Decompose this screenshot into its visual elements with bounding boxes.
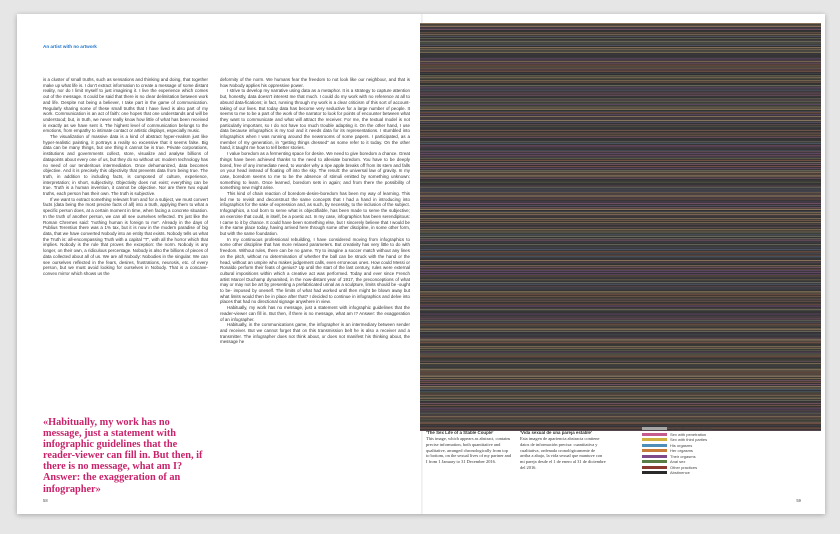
stripe-band <box>420 209 821 210</box>
stripe-band <box>420 126 821 127</box>
stripe-band <box>420 267 821 268</box>
stripe-band <box>420 130 821 131</box>
stripe-band <box>420 288 821 289</box>
stripe-band <box>420 302 821 303</box>
stripe-band <box>420 340 821 341</box>
stripe-band <box>420 100 821 101</box>
stripe-band <box>420 265 821 266</box>
stripe-band <box>420 284 821 285</box>
stripe-band <box>420 135 821 136</box>
stripe-band <box>420 214 821 215</box>
stripe-band <box>420 422 821 423</box>
stripe-band <box>420 410 821 411</box>
stripe-band <box>420 186 821 187</box>
stripe-band <box>420 355 821 356</box>
legend-swatch <box>642 433 667 436</box>
page-number-right: 59 <box>796 498 801 503</box>
stripe-band <box>420 198 821 199</box>
stripe-band <box>420 256 821 257</box>
stripe-band <box>420 101 821 102</box>
stripe-band <box>420 95 821 96</box>
stripe-band <box>420 54 821 55</box>
stripe-band <box>420 104 821 105</box>
stripe-band <box>420 309 821 310</box>
stripe-band <box>420 316 821 317</box>
stripe-band <box>420 127 821 128</box>
stripe-band <box>420 128 821 129</box>
stripe-band <box>420 187 821 188</box>
stripe-band <box>420 140 821 141</box>
stripe-band <box>420 92 821 93</box>
pull-quote: «Habitually, my work has no message, just a statement with infographic guidelines that the reader-viewer can fill in. But then, if there is no message, what am I? Answer: the exaggeration of an infographer» <box>43 417 203 495</box>
stripe-band <box>420 207 821 208</box>
stripe-band <box>420 222 821 223</box>
stripe-band <box>420 183 821 184</box>
legend-swatch <box>642 455 667 458</box>
stripe-band <box>420 315 821 316</box>
stripe-band <box>420 405 821 406</box>
stripe-band <box>420 339 821 340</box>
paragraph: I strive to develop my narrative using data as a metaphor. It is a strategy to capture attention but, honestly, data doesn't interest me that much. I could do my work with no reference at all to absurd data-fications; in fact, running through my work is a clear criticism of this sort of account-taking of our lives. But today data has become very seductive for a large number of people. It seems to me to be a part of the work of the narrator to look for points of encounter between what they want to communicate and what will attract the receiver. For me, the textual model is not particularly important, so I do not have too much trouble adapting it. On the other hand, I use data because infographics is my tool and it needs data for its representations. I stumbled into infographics when I was running around the newsrooms of some papers. I participated, as a member of my generation, in "getting things dressed" as some refer to it today. On the other hand, it taught me how to tell better stories. <box>220 88 410 151</box>
stripe-band <box>420 421 821 422</box>
paragraph: Habitually, in the communications game, the infographer is an intermediary between sender and receiver. But we cannot forget that on this transmission belt he is also a receiver and a transmitter. The infographer does not think about, or does not manifest his thinking about, the message he <box>220 322 410 345</box>
caption-body: This image, which appears as abstract, contains precise information, both quantitative and qualitative, arranged chronologically from top to bottom, on the sexual lives of my partner and I from 1 January to 31 December 2016. <box>426 436 512 465</box>
stripe-band <box>420 392 821 393</box>
stripe-band <box>420 286 821 287</box>
stripe-band <box>420 87 821 88</box>
stripe-band <box>420 356 821 357</box>
stripe-band <box>420 141 821 142</box>
stripe-band <box>420 419 821 420</box>
stripe-band <box>420 137 821 138</box>
stripe-band <box>420 275 821 276</box>
section-header: An artist with no artwork <box>43 44 97 49</box>
stripe-band <box>420 403 821 404</box>
stripe-band <box>420 80 821 81</box>
stripe-band <box>420 305 821 306</box>
stripe-band <box>420 417 821 418</box>
stripe-band <box>420 236 821 237</box>
stripe-band <box>420 217 821 218</box>
stripe-band <box>420 423 821 424</box>
stripe-band <box>420 260 821 261</box>
stripe-band <box>420 329 821 330</box>
stripe-band <box>420 348 821 349</box>
stripe-band <box>420 294 821 295</box>
stripe-band <box>420 378 821 379</box>
magazine-spread <box>17 14 825 514</box>
body-column-left <box>43 77 208 277</box>
stripe-band <box>420 389 821 390</box>
stripe-band <box>420 299 821 300</box>
stripe-band <box>420 224 821 225</box>
paragraph: This kind of chain reaction of boredom-desire-boredom has been my way of learning. This led me to revisit and deconstruct the same concepts that I had a hand in introducing into infographics for the sake of expression and, as such, by necessity, to the inclusion of the subject. Infographics, a tool born to serve what is objectifiable, has been made to serve the subjective; an exercise that could, in itself, be a poetic act. In my case, infographics has been serendipitous: I came to it by chance. It could have been something else, but I sincerely believe that I would be in the same place today, having arrived here through some other discipline, in some other form, but with the same foundation. <box>220 191 410 236</box>
stripe-band <box>420 249 821 250</box>
stripe-band <box>420 120 821 121</box>
stripe-band <box>420 59 821 60</box>
stripe-band <box>420 84 821 85</box>
stripe-band <box>420 31 821 32</box>
paragraph: If we want to extract something relevant from and for a subject, we must convert facts (data being the most precise facts of all) into a truth, applying them to what a specific person does, at a certain moment in time, when facing a concrete situation. In the truth of another person, we can all see ourselves reflected. It's just like the Roman Chremes said: "nothing human is foreign to me". Already in the days of Publius Terentius there was a 1% tax, but it is now in the modern paradise of big data, that we have converted Nobody into an entity that exists. Nobody tells us what the Truth is: all-encompassing Truth with a capital "T", with all the horror which that implies. Nobody is the rule that proves the exception: the norm. Nobody is any longer, on their own, a ridiculous percentage. Nobody is also the billions of pieces of data collected about all of us. We are all Nobody: Nobodies in the singular. We can see ourselves reflected in the fears, desires, frustrations, neurosis, etc. of every person, but we must avoid looking for ourselves in Nobody. That is a concave-convex mirror which shows us the <box>43 196 208 276</box>
stripe-band <box>420 270 821 271</box>
stripe-band <box>420 174 821 175</box>
stripe-band <box>420 151 821 152</box>
stripe-band <box>420 199 821 200</box>
legend-swatch <box>642 466 667 469</box>
stripe-band <box>420 380 821 381</box>
stripe-band <box>420 55 821 56</box>
stripe-band <box>420 143 821 144</box>
stripe-band <box>420 211 821 212</box>
legend-swatch <box>642 444 667 447</box>
stripe-band <box>420 180 821 181</box>
stripe-band <box>420 313 821 314</box>
paragraph: deformity of the norm. We humans fear the freedom to not look like our neighbour, and that is how Nobody applies his oppressive power. <box>220 77 410 88</box>
stripe-band <box>420 304 821 305</box>
stripe-band <box>420 407 821 408</box>
stripe-band <box>420 112 821 113</box>
stripe-band <box>420 160 821 161</box>
paragraph: I value boredom as a fermenting space for desire. We need to give boredom a chance. Great things have been achieved thanks to the need to alleviate boredom. You have to be deeply bored, free of any immediate need, to wonder why a ripe apple breaks off from its stem and falls on your head instead of floating off into the sky. The result: the universal law of gravity. In my case, boredom seems to me to be the absence of stimuli emitted by something unknown: something to learn. Once learned, boredom sets in again; and from there the possibility of something new might arise. <box>220 151 410 191</box>
stripe-band <box>420 372 821 373</box>
stripe-band <box>420 200 821 201</box>
stripe-band <box>420 408 821 409</box>
stripe-band <box>420 26 821 27</box>
stripe-band <box>420 96 821 97</box>
stripe-band <box>420 172 821 173</box>
stripe-band <box>420 225 821 226</box>
legend-label: Anal sex <box>670 459 686 465</box>
stripe-band <box>420 289 821 290</box>
legend-label: His orgasms <box>670 442 693 448</box>
stripe-band <box>420 336 821 337</box>
stripe-band <box>420 170 821 171</box>
stripe-band <box>420 212 821 213</box>
stripe-band <box>420 164 821 165</box>
stripe-band <box>420 114 821 115</box>
paragraph: Habitually, my work has no message, just a statement with infographic guidelines that the reader-viewer can fill in. But then, if there is no message, what am I? Answer: the exaggeration of an infographer. <box>220 305 410 322</box>
stripe-band <box>420 98 821 99</box>
stripe-band <box>420 425 821 426</box>
legend-label: Her orgasms <box>670 448 693 454</box>
stripe-band <box>420 277 821 278</box>
stripe-band <box>420 253 821 254</box>
stripe-band <box>420 384 821 385</box>
stripe-band <box>420 45 821 46</box>
stripe-band <box>420 122 821 123</box>
stripe-band <box>420 106 821 107</box>
stripe-band <box>420 153 821 154</box>
body-column-right <box>220 77 410 345</box>
caption-body: Esta imagen de apariencia abstracta contiene datos de información precisa: cuantitativa y cualitativa, ordenada cronológicamente de arriba a abajo, la vida sexual que mantuve con mi pareja desde el 1 de enero al 31 de diciembre del 2016. <box>520 436 606 470</box>
stripe-band <box>420 93 821 94</box>
stripe-band <box>420 298 821 299</box>
color-legend <box>642 426 742 476</box>
stripe-band <box>420 281 821 282</box>
stripe-band <box>420 352 821 353</box>
stripe-band <box>420 195 821 196</box>
stripe-band <box>420 34 821 35</box>
stripe-band <box>420 292 821 293</box>
stripe-band <box>420 246 821 247</box>
stripe-band <box>420 342 821 343</box>
stripe-band <box>420 162 821 163</box>
stripe-band <box>420 182 821 183</box>
stripe-band <box>420 322 821 323</box>
stripe-band <box>420 149 821 150</box>
page-number-left: 58 <box>43 498 48 503</box>
stripe-band <box>420 218 821 219</box>
stripe-band <box>420 346 821 347</box>
stripe-band <box>420 386 821 387</box>
stripe-band <box>420 192 821 193</box>
stripe-band <box>420 296 821 297</box>
stripe-band <box>420 263 821 264</box>
stripe-band <box>420 274 821 275</box>
stripe-band <box>420 327 821 328</box>
stripe-band <box>420 188 821 189</box>
stripe-band <box>420 326 821 327</box>
stripe-band <box>420 238 821 239</box>
stripe-band <box>420 412 821 413</box>
stripe-band <box>420 251 821 252</box>
stripe-band <box>420 244 821 245</box>
stripe-band <box>420 49 821 50</box>
stripe-band <box>420 353 821 354</box>
stripe-band <box>420 331 821 332</box>
stripe-band <box>420 361 821 362</box>
stripe-band <box>420 111 821 112</box>
stripe-band <box>420 109 821 110</box>
stripe-band <box>420 25 821 26</box>
stripe-band <box>420 168 821 169</box>
stripe-band <box>420 71 821 72</box>
stripe-band <box>420 328 821 329</box>
stripe-band <box>420 358 821 359</box>
stripe-band <box>420 334 821 335</box>
stripe-band <box>420 132 821 133</box>
stripe-band <box>420 133 821 134</box>
legend-label: Sex with third parties <box>670 437 708 443</box>
stripe-band <box>420 232 821 233</box>
stripe-band <box>420 194 821 195</box>
stripe-band <box>420 57 821 58</box>
stripe-band <box>420 38 821 39</box>
stripe-band <box>420 365 821 366</box>
legend-swatch <box>642 449 667 452</box>
legend-label: Their orgasms <box>670 453 696 459</box>
stripe-band <box>420 416 821 417</box>
stripe-band <box>420 28 821 29</box>
caption-spanish <box>520 430 606 471</box>
stripe-band <box>420 78 821 79</box>
caption-title: 'The Sex Life of a Stable Couple' <box>426 430 494 435</box>
stripe-band <box>420 202 821 203</box>
stripe-band <box>420 394 821 395</box>
stripe-band <box>420 366 821 367</box>
stripe-band <box>420 205 821 206</box>
legend-label: Sex with penetration <box>670 431 707 437</box>
stripe-band <box>420 36 821 37</box>
stripe-band <box>420 90 821 91</box>
stripe-band <box>420 155 821 156</box>
stripe-band <box>420 279 821 280</box>
stripe-band <box>420 70 821 71</box>
stripe-band <box>420 415 821 416</box>
stripe-band <box>420 203 821 204</box>
stripe-band <box>420 368 821 369</box>
paragraph: is a cluster of small truths, such as sensations and thinking and doing, that together make up what life is. I don't extract information to create a message of some distant reality, nor do I limit myself to just imagining it. I live the experience which comes out of the message. It could be said that there is no clear delimitation between work and life. Despite not being a believer, I take part in the game of communication. Regularly sharing some of these small truths that I have lived is also part of my work. Communication is an act of faith: one hopes that one understands and will be understood; but, in truth, we never really know how little of what has been received is exactly as we have sent it. The highest level of communication belongs to the emotions, from empathy to intimate contact or artistic displays, especially music. <box>43 77 208 134</box>
stripe-band <box>420 29 821 30</box>
stripe-band <box>420 158 821 159</box>
stripe-band <box>420 190 821 191</box>
stripe-band <box>420 427 821 428</box>
stripe-band <box>420 375 821 376</box>
stripe-band <box>420 344 821 345</box>
stripe-band <box>420 401 821 402</box>
stripe-band <box>420 81 821 82</box>
stripe-band <box>420 23 821 24</box>
stripe-band <box>420 371 821 372</box>
stripe-band <box>420 166 821 167</box>
stripe-band <box>420 107 821 108</box>
stripe-band <box>420 373 821 374</box>
stripe-band <box>420 150 821 151</box>
stripe-band <box>420 291 821 292</box>
stripe-band <box>420 51 821 52</box>
stripe-band <box>420 400 821 401</box>
legend-label: Other practices <box>670 464 698 470</box>
legend-item <box>642 470 742 476</box>
stripe-band <box>420 227 821 228</box>
stripe-band <box>420 335 821 336</box>
stripe-band <box>420 282 821 283</box>
stripe-band <box>420 124 821 125</box>
stripe-band <box>420 388 821 389</box>
stripe-band <box>420 318 821 319</box>
legend-swatch <box>642 460 667 463</box>
stripe-band <box>420 119 821 120</box>
stripe-band <box>420 255 821 256</box>
stripe-band <box>420 320 821 321</box>
stripe-band <box>420 75 821 76</box>
stripe-band <box>420 247 821 248</box>
stripe-band <box>420 333 821 334</box>
stripe-band <box>420 148 821 149</box>
stripe-band <box>420 103 821 104</box>
stripe-band <box>420 68 821 69</box>
stripe-band <box>420 391 821 392</box>
stripe-band <box>420 220 821 221</box>
stripe-band <box>420 139 821 140</box>
stripe-band <box>420 116 821 117</box>
stripe-band <box>420 67 821 68</box>
stripe-band <box>420 395 821 396</box>
stripe-band <box>420 41 821 42</box>
stripe-band <box>420 234 821 235</box>
stripe-band <box>420 215 821 216</box>
stripe-band <box>420 146 821 147</box>
stripe-band <box>420 258 821 259</box>
stripe-band <box>420 301 821 302</box>
stripe-band <box>420 63 821 64</box>
stripe-band <box>420 52 821 53</box>
stripe-band <box>420 311 821 312</box>
legend-swatch <box>642 438 667 441</box>
stripe-band <box>420 231 821 232</box>
stripe-band <box>420 413 821 414</box>
stripe-band <box>420 32 821 33</box>
stripe-band <box>420 43 821 44</box>
legend-label: Sex without penetration <box>670 426 712 432</box>
stripe-band <box>420 85 821 86</box>
stripe-band <box>420 47 821 48</box>
stripe-band <box>420 64 821 65</box>
stripe-band <box>420 243 821 244</box>
stripe-band <box>420 308 821 309</box>
legend-swatch <box>642 427 667 430</box>
stripe-band <box>420 360 821 361</box>
stripe-band <box>420 118 821 119</box>
stripe-band <box>420 398 821 399</box>
stripe-band <box>420 242 821 243</box>
paragraph: In my continuous professional rebuilding, I have considered moving from infographics to some other discipline that has more relaxed parameters. But creativity has very little to do with freedom. Without rules, there can be no game. Try to imagine a soccer match without any lines on the pitch, without no determination of whether the ball can be struck with the hand or the head, without an umpire who makes judgement calls, even erroneous ones. How could Messi or Ronaldo perform their feats of genius? Up until the start of the last century, rules were external cultural impositions within which a creative act was performed. Today and ever since French artist Marcel Duchamp dynamited, in the now-distant year of 1917, the preconceptions of what may or may not be art by presenting a prefabricated urinal as a sculpture, limits should be -ought to be- imposed by oneself. The limits of what had worked until then might be blown away but what limits would then be in place after that? I decided to continue in infographics and delve into places that had no directional signage anywhere in view. <box>220 236 410 305</box>
stripe-band <box>420 77 821 78</box>
stripe-band <box>420 156 821 157</box>
striped-infographic <box>420 23 821 431</box>
stripe-band <box>420 397 821 398</box>
caption-title: 'Vida sexual de una pareja estable' <box>520 430 593 435</box>
stripe-band <box>420 269 821 270</box>
stripe-band <box>420 175 821 176</box>
stripe-band <box>420 363 821 364</box>
stripe-band <box>420 178 821 179</box>
stripe-band <box>420 61 821 62</box>
stripe-band <box>420 369 821 370</box>
stripe-band <box>420 239 821 240</box>
stripe-band <box>420 145 821 146</box>
legend-label: Abstinence <box>670 470 690 476</box>
stripe-band <box>420 272 821 273</box>
stripe-band <box>420 58 821 59</box>
stripe-band <box>420 338 821 339</box>
stripe-band <box>420 350 821 351</box>
caption-english <box>426 430 512 465</box>
stripe-band <box>420 40 821 41</box>
stripe-band <box>420 229 821 230</box>
stripe-band <box>420 73 821 74</box>
stripe-band <box>420 382 821 383</box>
paragraph: The visualization of massive data is a kind of abstract hyper-realism just like hyper-realistic painting, it portrays a reality so excessive that it seems false. Big data can be many things, but one thing it cannot be is true. Private corporations, institutions and governments collect, store, visualize and analyse billions of datapoints about every one of us, but they do so without us: modern technology has no need of our tenderitous intermediation. Once dehumanized, data becomes objective. And it is precisely this objectivity that prevents data from being true. The truth, in addition to including facts, is composed of culture, experience, interpretation; in short, subjectivity. Objectivity does not exist; everything can be true. Truth is a human invention, it cannot be objective. Nor are there two equal truths, each person has their own. The truth is subjective. <box>43 134 208 197</box>
stripe-band <box>420 324 821 325</box>
legend-swatch <box>642 471 667 474</box>
stripe-band <box>420 262 821 263</box>
